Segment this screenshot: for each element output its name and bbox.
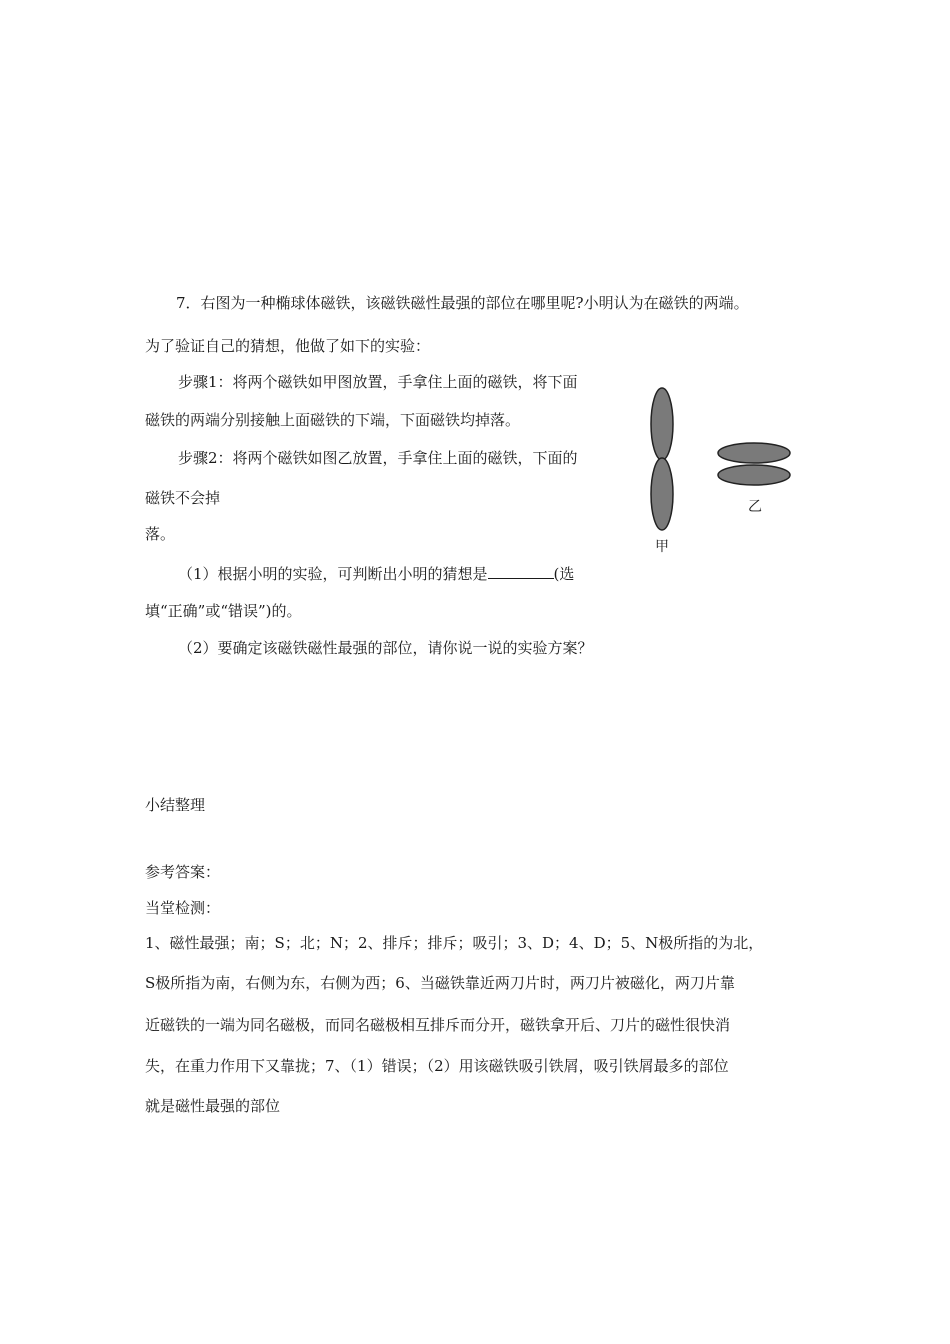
- answer-line: 近磁铁的一端为同名磁极，而同名磁极相互排斥而分开，磁铁拿开后、刀片的磁性很快消: [145, 1016, 731, 1034]
- magnet-yi-lower: [718, 465, 790, 485]
- answer-line: 失，在重力作用下又靠拢；7、（1）错误；（2）用该磁铁吸引铁屑，吸引铁屑最多的部位: [145, 1057, 729, 1075]
- figure-label-yi: 乙: [748, 499, 762, 515]
- magnet-jia-upper: [651, 388, 673, 460]
- magnet-figure: [640, 382, 810, 562]
- summary-heading: 小结整理: [145, 796, 206, 814]
- answer-line: S极所指为南，右侧为东，右侧为西；6、当磁铁靠近两刀片时，两刀片被磁化，两刀片靠: [145, 974, 735, 992]
- step2-line1: 步骤2：将两个磁铁如图乙放置，手拿住上面的磁铁，下面的: [178, 449, 578, 467]
- step1-line2: 磁铁的两端分别接触上面磁铁的下端，下面磁铁均掉落。: [145, 411, 521, 429]
- step2-line3: 落。: [145, 525, 176, 543]
- answer-line: 就是磁性最强的部位: [145, 1097, 281, 1115]
- sub-question-1: [178, 563, 574, 584]
- step2-line2: 磁铁不会掉: [145, 489, 221, 507]
- sub-question-2: （2）要确定该磁铁磁性最强的部位，请你说一说的实验方案？: [178, 639, 593, 657]
- answer-line: 1、磁性最强；南；S；北；N；2、排斥；排斥；吸引；3、D；4、D；5、N极所指的为北，: [145, 934, 764, 952]
- figure-label-jia: 甲: [655, 539, 669, 555]
- magnet-diagram: [640, 382, 810, 562]
- question-intro-line2: 为了验证自己的猜想，他做了如下的实验：: [145, 337, 431, 355]
- question-intro-line1: 7．右图为一种椭球体磁铁，该磁铁磁性最强的部位在哪里呢?小明认为在磁铁的两端。: [176, 294, 749, 312]
- sub-question-1-text: （1）根据小明的实验，可判断出小明的猜想是: [178, 565, 488, 583]
- answers-subheading: 当堂检测：: [145, 899, 221, 917]
- sub-question-1-suffix: (选: [553, 565, 575, 583]
- answer-blank[interactable]: [488, 563, 554, 579]
- magnet-jia-lower: [651, 458, 673, 530]
- step1-line1: 步骤1：将两个磁铁如甲图放置，手拿住上面的磁铁，将下面: [178, 373, 578, 391]
- sub-question-1-line2: 填“正确”或“错误”)的。: [145, 602, 302, 620]
- magnet-yi-upper: [718, 443, 790, 463]
- answers-heading: 参考答案：: [145, 863, 221, 881]
